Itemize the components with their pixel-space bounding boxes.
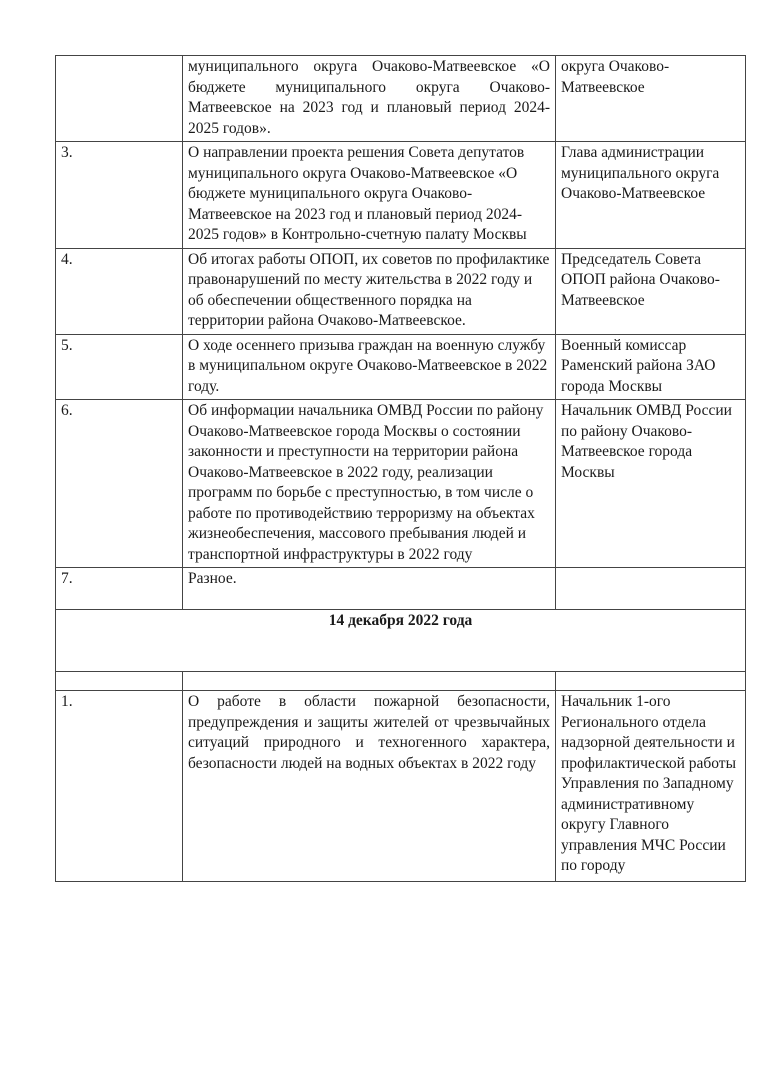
empty-row bbox=[56, 672, 746, 691]
item-responsible: округа Очаково-Матвеевское bbox=[556, 56, 746, 142]
item-topic: О работе в области пожарной безопасности, предупреждения и защиты жителей от чрезвычайных ситуаций природного и техногенного характера, безопасности людей на водных объектах в 2022 году bbox=[183, 691, 556, 882]
table-row bbox=[56, 142, 746, 249]
item-number: 3. bbox=[56, 142, 183, 249]
item-number bbox=[56, 56, 183, 142]
item-number: 4. bbox=[56, 248, 183, 334]
table-row bbox=[56, 568, 746, 610]
agenda-table bbox=[55, 55, 746, 882]
item-responsible: Военный комиссар Раменский района ЗАО города Москвы bbox=[556, 334, 746, 400]
item-topic: О ходе осеннего призыва граждан на военную службу в муниципальном округе Очаково-Матвеевское в 2022 году. bbox=[183, 334, 556, 400]
item-topic: Об итогах работы ОПОП, их советов по профилактике правонарушений по месту жительства в 2022 году и об обеспечении общественного порядка на территории района Очаково-Матвеевское. bbox=[183, 248, 556, 334]
item-topic: Разное. bbox=[183, 568, 556, 610]
item-topic: О направлении проекта решения Совета депутатов муниципального округа Очаково-Матвеевское «О бюджете муниципального округа Очаково-Матвеевское на 2023 год и плановый период 2024-2025 годов» в Контрольно-счетную палату Москвы bbox=[183, 142, 556, 249]
table-row bbox=[56, 56, 746, 142]
item-responsible: Начальник 1-ого Регионального отдела надзорной деятельности и профилактической работы Управления по Западному административному округу Главного управления МЧС России по городу bbox=[556, 691, 746, 882]
item-topic: муниципального округа Очаково-Матвеевское «О бюджете муниципального округа Очаково-Матвеевское на 2023 год и плановый период 2024-2025 годов». bbox=[183, 56, 556, 142]
table-row bbox=[56, 691, 746, 882]
table-row bbox=[56, 248, 746, 334]
item-number: 1. bbox=[56, 691, 183, 882]
item-number: 5. bbox=[56, 334, 183, 400]
item-number: 7. bbox=[56, 568, 183, 610]
item-number: 6. bbox=[56, 400, 183, 568]
item-responsible: Глава администрации муниципального округа Очаково-Матвеевское bbox=[556, 142, 746, 249]
item-responsible: Начальник ОМВД России по району Очаково-Матвеевское города Москвы bbox=[556, 400, 746, 568]
meeting-date-heading: 14 декабря 2022 года bbox=[56, 610, 746, 672]
item-topic: Об информации начальника ОМВД России по району Очаково-Матвеевское города Москвы о состоянии законности и преступности на территории района Очаково-Матвеевское в 2022 году, реализации программ по борьбе с преступностью, в том числе о работе по противодействию терроризму на объектах жизнеобеспечения, массового пребывания людей и транспортной инфраструктуры в 2022 году bbox=[183, 400, 556, 568]
item-responsible bbox=[556, 568, 746, 610]
item-responsible: Председатель Совета ОПОП района Очаково-Матвеевское bbox=[556, 248, 746, 334]
empty-cell bbox=[183, 672, 556, 691]
empty-cell bbox=[56, 672, 183, 691]
table-row bbox=[56, 400, 746, 568]
date-heading-row bbox=[56, 610, 746, 672]
table-row bbox=[56, 334, 746, 400]
empty-cell bbox=[556, 672, 746, 691]
